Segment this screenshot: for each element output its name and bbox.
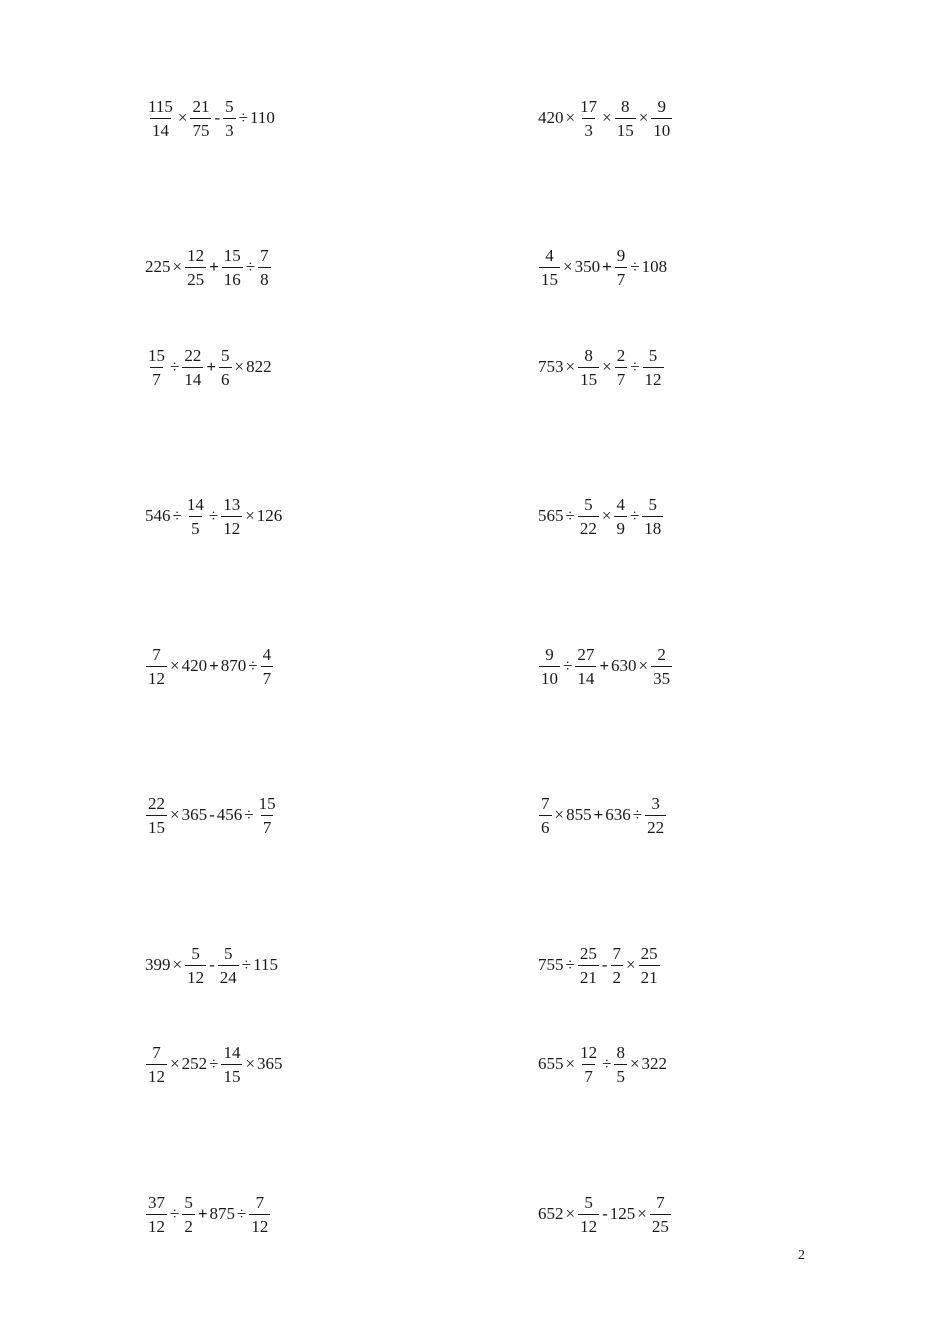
operator: ÷ xyxy=(208,506,219,525)
denominator: 15 xyxy=(615,118,636,139)
operator: ÷ xyxy=(237,1204,247,1223)
operator: × xyxy=(245,1054,256,1073)
fraction xyxy=(645,795,666,836)
number: 456 xyxy=(216,805,243,824)
denominator: 9 xyxy=(614,516,627,537)
fraction xyxy=(258,247,271,288)
operator: × xyxy=(170,1054,180,1073)
numerator: 5 xyxy=(584,494,593,514)
fraction xyxy=(578,1044,599,1085)
numerator: 5 xyxy=(225,96,234,116)
numerator: 15 xyxy=(258,793,276,813)
numerator: 21 xyxy=(192,96,210,116)
denominator: 14 xyxy=(150,118,171,139)
expression-left xyxy=(145,1034,283,1094)
denominator: 10 xyxy=(539,666,560,687)
fraction xyxy=(146,795,167,836)
numerator: 5 xyxy=(221,345,230,365)
expression-left xyxy=(145,1184,271,1244)
numerator: 7 xyxy=(255,1192,265,1212)
operator: × xyxy=(177,108,188,127)
denominator: 21 xyxy=(639,965,660,986)
denominator: 7 xyxy=(582,1064,595,1085)
fraction xyxy=(578,945,599,986)
denominator: 10 xyxy=(651,118,672,139)
denominator: 5 xyxy=(614,1064,627,1085)
denominator: 15 xyxy=(539,267,560,288)
operator: × xyxy=(626,955,636,974)
expression-right xyxy=(538,237,667,297)
number: 108 xyxy=(641,257,668,276)
numerator: 5 xyxy=(648,494,658,514)
denominator: 3 xyxy=(582,118,595,139)
operator: ÷ xyxy=(248,656,258,675)
numerator: 5 xyxy=(584,1192,593,1212)
expression-right xyxy=(538,88,673,148)
fraction xyxy=(539,795,552,836)
operator: × xyxy=(172,257,183,276)
operator: ÷ xyxy=(565,506,575,525)
fraction xyxy=(539,646,560,687)
fraction xyxy=(650,1194,671,1235)
operator: × xyxy=(602,108,612,127)
denominator: 12 xyxy=(249,1214,270,1235)
expression-left xyxy=(145,636,274,696)
denominator: 21 xyxy=(578,965,599,986)
operator: ÷ xyxy=(245,257,256,276)
operator: × xyxy=(170,656,180,675)
fraction xyxy=(219,347,232,388)
denominator: 12 xyxy=(146,1214,167,1235)
operator: × xyxy=(563,257,573,276)
denominator: 6 xyxy=(219,367,232,388)
operator: - xyxy=(209,955,215,974)
fraction xyxy=(249,1194,270,1235)
problem-row xyxy=(0,1034,950,1094)
number: 420 xyxy=(538,108,564,127)
number: 855 xyxy=(566,805,592,824)
fraction xyxy=(261,646,274,687)
fraction xyxy=(614,496,627,537)
fraction xyxy=(221,496,242,537)
problem-row xyxy=(0,88,950,148)
number: 399 xyxy=(145,955,171,974)
numerator: 4 xyxy=(262,644,272,664)
numerator: 15 xyxy=(223,245,241,265)
operator: + xyxy=(197,1204,208,1223)
fraction xyxy=(615,347,628,388)
number: 875 xyxy=(209,1204,236,1223)
operator: + xyxy=(602,257,612,276)
fraction xyxy=(615,247,628,288)
problem-row xyxy=(0,636,950,696)
fraction xyxy=(539,247,560,288)
operator: × xyxy=(172,955,183,974)
denominator: 7 xyxy=(261,815,274,836)
expression-right xyxy=(538,337,665,397)
problem-row xyxy=(0,237,950,297)
denominator: 75 xyxy=(190,118,211,139)
number: 252 xyxy=(181,1054,208,1073)
denominator: 7 xyxy=(150,367,163,388)
operator: × xyxy=(565,357,576,376)
operator: × xyxy=(554,805,565,824)
denominator: 12 xyxy=(221,516,242,537)
operator: ÷ xyxy=(170,357,180,376)
operator: ÷ xyxy=(244,805,254,824)
numerator: 8 xyxy=(620,96,630,116)
denominator: 12 xyxy=(578,1214,599,1235)
denominator: 18 xyxy=(642,516,663,537)
operator: × xyxy=(637,1204,647,1223)
problem-row xyxy=(0,337,950,397)
expression-left xyxy=(145,237,272,297)
number: 755 xyxy=(538,955,564,974)
numerator: 7 xyxy=(152,644,161,664)
number: 630 xyxy=(611,656,637,675)
operator: ÷ xyxy=(172,506,182,525)
numerator: 5 xyxy=(184,1192,193,1212)
fraction xyxy=(578,496,599,537)
numerator: 25 xyxy=(579,943,597,963)
operator: × xyxy=(245,506,255,525)
denominator: 2 xyxy=(182,1214,195,1235)
numerator: 5 xyxy=(191,943,200,963)
numerator: 5 xyxy=(224,943,233,963)
denominator: 14 xyxy=(182,367,203,388)
numerator: 7 xyxy=(541,793,550,813)
number: 753 xyxy=(538,357,564,376)
number: 870 xyxy=(220,656,247,675)
denominator: 8 xyxy=(258,267,271,288)
numerator: 8 xyxy=(616,1042,625,1062)
fraction xyxy=(615,98,636,139)
operator: × xyxy=(234,357,245,376)
numerator: 7 xyxy=(656,1192,665,1212)
numerator: 7 xyxy=(152,1042,161,1062)
expression-right xyxy=(538,785,667,845)
number: 565 xyxy=(538,506,564,525)
problem-row xyxy=(0,1184,950,1244)
denominator: 12 xyxy=(185,965,206,986)
denominator: 12 xyxy=(146,1064,167,1085)
numerator: 22 xyxy=(184,345,202,365)
denominator: 6 xyxy=(539,815,552,836)
numerator: 14 xyxy=(186,494,204,514)
expression-left xyxy=(145,785,279,845)
operator: × xyxy=(565,1054,576,1073)
fraction xyxy=(651,98,672,139)
expression-left xyxy=(145,486,282,546)
fraction xyxy=(218,945,239,986)
denominator: 14 xyxy=(575,666,596,687)
numerator: 3 xyxy=(651,793,660,813)
number: 655 xyxy=(538,1054,564,1073)
number: 365 xyxy=(181,805,208,824)
numerator: 2 xyxy=(616,345,626,365)
operator: + xyxy=(206,357,217,376)
numerator: 8 xyxy=(584,345,593,365)
denominator: 12 xyxy=(643,367,664,388)
problem-row xyxy=(0,785,950,845)
expression-left xyxy=(145,88,275,148)
number: 365 xyxy=(257,1054,283,1073)
fraction xyxy=(257,795,278,836)
operator: ÷ xyxy=(241,955,252,974)
operator: - xyxy=(214,108,221,127)
denominator: 7 xyxy=(261,666,274,687)
fraction xyxy=(575,646,596,687)
operator: × xyxy=(565,1204,576,1223)
operator: - xyxy=(601,955,608,974)
fraction xyxy=(146,1194,167,1235)
numerator: 17 xyxy=(580,96,598,116)
denominator: 22 xyxy=(578,516,599,537)
operator: + xyxy=(209,656,219,675)
denominator: 22 xyxy=(645,815,666,836)
operator: × xyxy=(601,506,612,525)
fraction xyxy=(639,945,660,986)
problem-row xyxy=(0,486,950,546)
denominator: 2 xyxy=(611,965,624,986)
fraction xyxy=(146,1044,167,1085)
operator: ÷ xyxy=(563,656,573,675)
operator: ÷ xyxy=(170,1204,180,1223)
operator: ÷ xyxy=(632,805,643,824)
expression-right xyxy=(538,1034,667,1094)
expression-right xyxy=(538,935,661,995)
number: 125 xyxy=(609,1204,636,1223)
numerator: 12 xyxy=(580,1042,598,1062)
numerator: 2 xyxy=(657,644,666,664)
numerator: 9 xyxy=(657,96,667,116)
operator: ÷ xyxy=(629,506,640,525)
expression-left xyxy=(145,337,272,397)
numerator: 7 xyxy=(260,245,269,265)
fraction xyxy=(222,247,243,288)
denominator: 7 xyxy=(615,267,628,288)
fraction xyxy=(578,98,599,139)
number: 420 xyxy=(181,656,208,675)
fraction xyxy=(642,496,663,537)
numerator: 7 xyxy=(612,943,622,963)
fraction xyxy=(185,496,206,537)
denominator: 15 xyxy=(221,1064,242,1085)
denominator: 25 xyxy=(650,1214,671,1235)
operator: - xyxy=(602,1204,608,1223)
numerator: 4 xyxy=(616,494,625,514)
operator: ÷ xyxy=(630,257,640,276)
fraction xyxy=(643,347,664,388)
operator: ÷ xyxy=(209,1054,219,1073)
denominator: 7 xyxy=(615,367,628,388)
operator: ÷ xyxy=(630,357,640,376)
fraction xyxy=(578,1194,599,1235)
numerator: 115 xyxy=(148,96,173,116)
operator: + xyxy=(599,656,610,675)
numerator: 27 xyxy=(577,644,595,664)
operator: ÷ xyxy=(238,108,248,127)
denominator: 15 xyxy=(578,367,599,388)
operator: × xyxy=(638,656,649,675)
fraction xyxy=(182,1194,195,1235)
number: 822 xyxy=(246,357,272,376)
fraction xyxy=(611,945,624,986)
numerator: 4 xyxy=(545,245,554,265)
number: 322 xyxy=(641,1054,668,1073)
operator: × xyxy=(638,108,649,127)
numerator: 22 xyxy=(148,793,165,813)
expression-right xyxy=(538,1184,672,1244)
expression-right xyxy=(538,486,664,546)
page-number: 2 xyxy=(798,1248,805,1263)
fraction xyxy=(190,98,211,139)
number: 110 xyxy=(249,108,275,127)
expression-left xyxy=(145,935,278,995)
fraction xyxy=(223,98,236,139)
operator: × xyxy=(602,357,612,376)
denominator: 12 xyxy=(146,666,167,687)
number: 350 xyxy=(574,257,601,276)
fraction xyxy=(146,646,167,687)
denominator: 15 xyxy=(146,815,167,836)
problem-row xyxy=(0,935,950,995)
operator: - xyxy=(209,805,215,824)
operator: ÷ xyxy=(602,1054,612,1073)
number: 225 xyxy=(145,257,171,276)
denominator: 3 xyxy=(223,118,236,139)
operator: × xyxy=(170,805,180,824)
fraction xyxy=(146,347,167,388)
operator: + xyxy=(593,805,604,824)
number: 126 xyxy=(256,506,283,525)
numerator: 5 xyxy=(648,345,658,365)
operator: + xyxy=(209,257,219,276)
fraction xyxy=(185,945,206,986)
operator: × xyxy=(565,108,576,127)
number: 636 xyxy=(605,805,631,824)
denominator: 16 xyxy=(222,267,243,288)
denominator: 5 xyxy=(189,516,202,537)
fraction xyxy=(182,347,203,388)
denominator: 35 xyxy=(651,666,672,687)
numerator: 13 xyxy=(223,494,241,514)
number: 115 xyxy=(253,955,278,974)
fraction xyxy=(578,347,599,388)
numerator: 12 xyxy=(187,245,205,265)
fraction xyxy=(651,646,672,687)
expression-right xyxy=(538,636,673,696)
fraction xyxy=(146,98,175,139)
fraction xyxy=(221,1044,242,1085)
numerator: 37 xyxy=(148,1192,165,1212)
number: 546 xyxy=(145,506,171,525)
denominator: 25 xyxy=(185,267,206,288)
numerator: 9 xyxy=(616,245,626,265)
number: 652 xyxy=(538,1204,564,1223)
denominator: 24 xyxy=(218,965,239,986)
numerator: 9 xyxy=(545,644,554,664)
operator: × xyxy=(629,1054,640,1073)
numerator: 15 xyxy=(148,345,165,365)
numerator: 25 xyxy=(640,943,658,963)
fraction xyxy=(614,1044,627,1085)
fraction xyxy=(185,247,206,288)
operator: ÷ xyxy=(565,955,575,974)
numerator: 14 xyxy=(223,1042,241,1062)
